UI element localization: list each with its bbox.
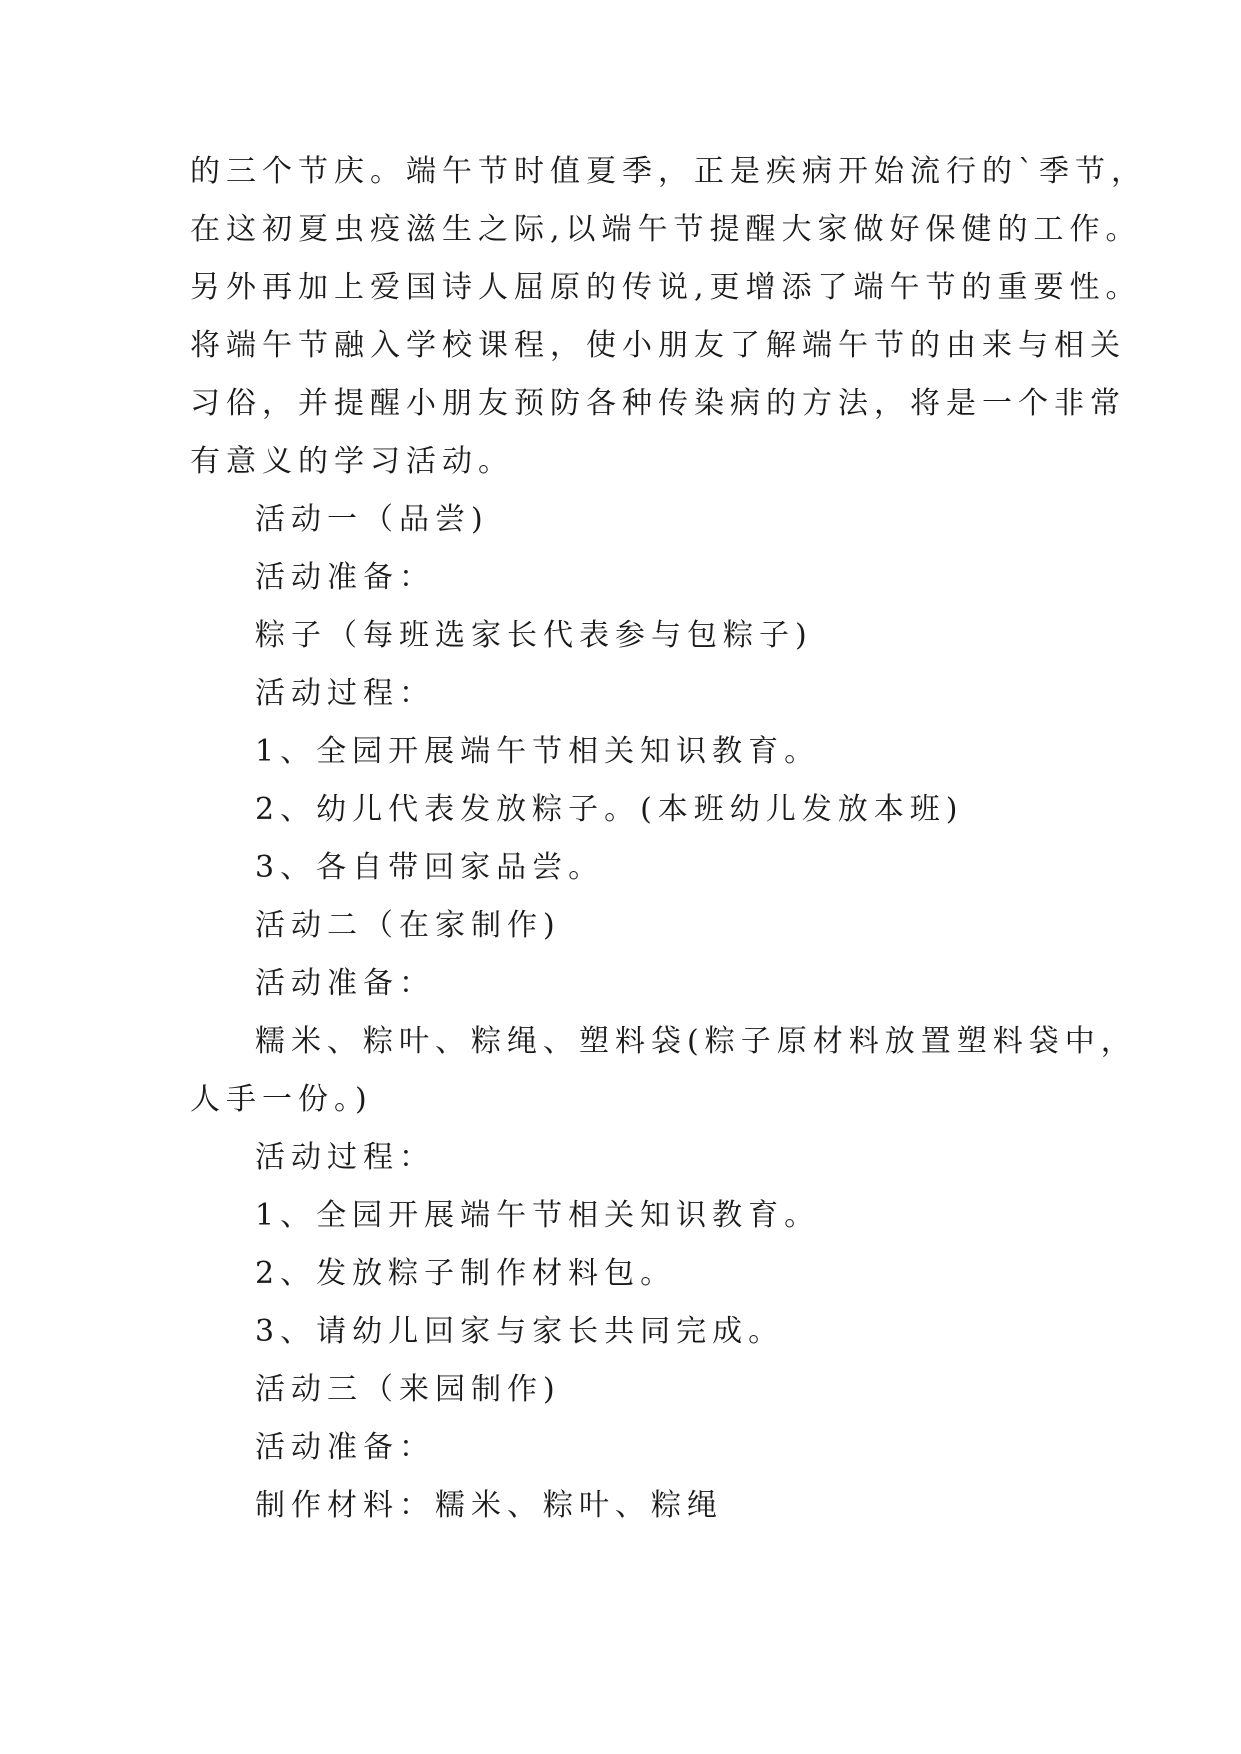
paragraph-line: 粽子（每班选家长代表参与包粽子) [255,618,813,653]
paragraph-line: 的三个节庆。端午节时值夏季，正是疾病开始流行的`季节， [190,154,1147,189]
section-heading: 活动二（在家制作) [255,908,561,943]
subheading: 活动准备： [255,966,435,1001]
subheading: 活动准备： [255,560,435,595]
subheading: 活动过程： [255,1140,435,1175]
subheading: 活动过程： [255,676,435,711]
section-heading: 活动一（品尝) [255,502,489,537]
paragraph-line: 将端午节融入学校课程，使小朋友了解端午节的由来与相关 [190,328,1126,363]
list-item: 2、发放粽子制作材料包。 [255,1256,677,1291]
list-item: 3、各自带回家品尝。 [255,850,605,885]
paragraph-line: 有意义的学习活动。 [190,444,514,479]
paragraph-line: 制作材料：糯米、粽叶、粽绳 [255,1488,723,1523]
list-item: 1、全园开展端午节相关知识教育。 [255,1198,821,1233]
list-item: 3、请幼儿回家与家长共同完成。 [255,1314,785,1349]
list-item: 1、全园开展端午节相关知识教育。 [255,734,821,769]
paragraph-line: 习俗，并提醒小朋友预防各种传染病的方法，将是一个非常 [190,386,1126,421]
paragraph-line: 人手一份。) [190,1082,373,1117]
section-heading: 活动三（来园制作) [255,1372,561,1407]
paragraph-line: 另外再加上爱国诗人屈原的传说,更增添了端午节的重要性。 [190,270,1142,305]
paragraph-line: 在这初夏虫疫滋生之际,以端午节提醒大家做好保健的工作。 [190,212,1142,247]
list-item: 2、幼儿代表发放粽子。(本班幼儿发放本班) [255,792,964,827]
subheading: 活动准备： [255,1430,435,1465]
paragraph-line: 糯米、粽叶、粽绳、塑料袋(粽子原材料放置塑料袋中， [255,1024,1137,1059]
